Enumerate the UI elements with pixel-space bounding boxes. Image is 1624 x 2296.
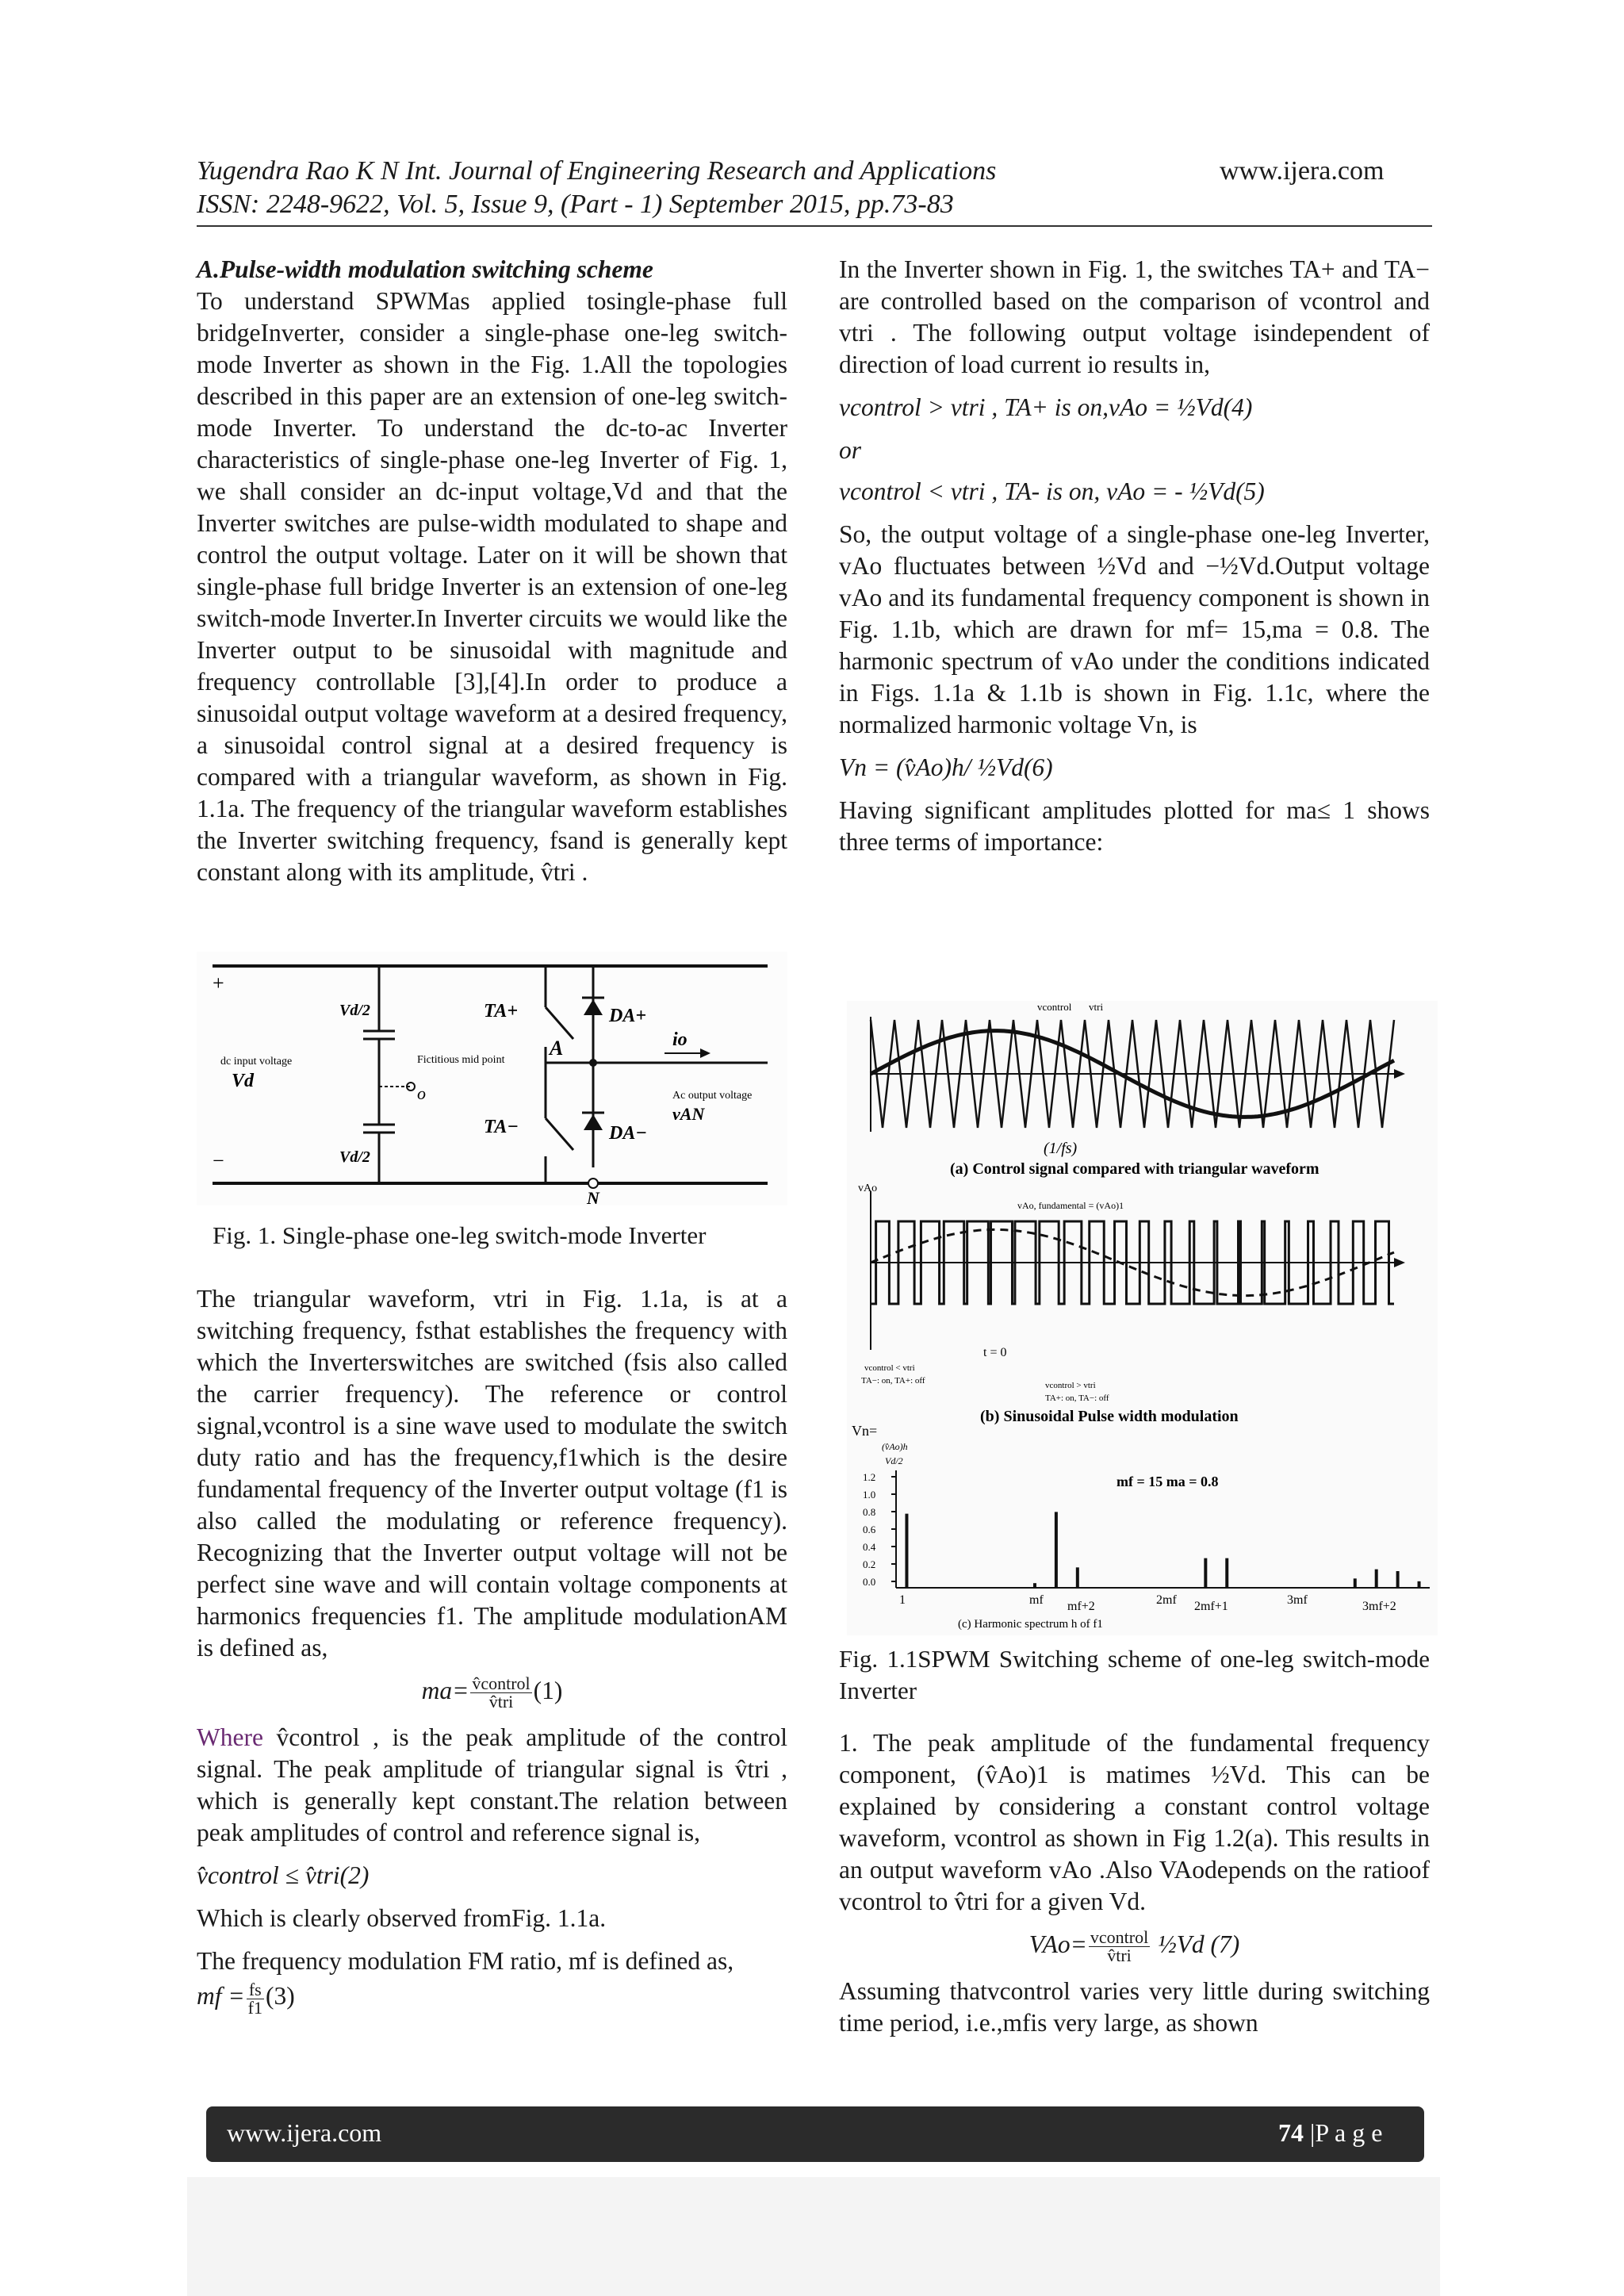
plus-label: +	[213, 972, 224, 995]
label-ta-minus-on: TA−: on, TA+: off	[861, 1376, 925, 1386]
vd-half-bottom: Vd/2	[339, 1148, 370, 1166]
minus-label: −	[213, 1149, 224, 1172]
harmonic-3mf-plus-2: 3mf+2	[1362, 1600, 1396, 1613]
harmonic-3mf: 3mf	[1287, 1593, 1308, 1607]
harmonic-mf-plus-2: mf+2	[1067, 1600, 1095, 1613]
ytick-label: 0.0	[863, 1576, 876, 1588]
section-heading: A.Pulse-width modulation switching scheme	[197, 255, 653, 283]
ytick-label: 1.2	[863, 1471, 876, 1483]
page-number: 74	[1278, 2118, 1304, 2147]
header-url[interactable]: www.ijera.com	[1220, 156, 1385, 186]
switch-ta-plus: TA+	[484, 1001, 519, 1022]
label-vao: vAo	[858, 1182, 878, 1194]
scan-margin	[187, 2177, 1440, 2296]
switch-ta-minus: TA−	[484, 1117, 519, 1137]
equation-6: Vn = (v̂Ao)h/ ½Vd(6)	[839, 753, 1053, 781]
equation-4: vcontrol > vtri , TA+ is on,vAo = ½Vd(4)	[839, 393, 1253, 421]
ytick-label: 0.4	[863, 1541, 876, 1553]
label-vn: Vn=	[852, 1423, 878, 1439]
current-io: io	[672, 1029, 688, 1050]
figure2-caption: Fig. 1.1SPWM Switching scheme of one-leg switch-mode Inverter	[839, 1645, 1430, 1704]
caption-a: (a) Control signal compared with triangular waveform	[950, 1160, 1320, 1178]
equation-7: VAo= $\frac{\text{vcontrol}}{\text{v̂tri}}$ ½Vd (7)	[1028, 1927, 1240, 1966]
label-vao-fund: vAo, fundamental = (vAo)1	[1017, 1200, 1124, 1211]
ytick-label: 0.2	[863, 1558, 876, 1570]
paragraph: Where v̂control , is the peak amplitude of the control signal. The peak amplitude of triangular signal is v̂tri , which is generally kept constant.The relation between peak amplitudes of control and reference signal is,	[197, 1723, 787, 1847]
paragraph: So, the output voltage of a single-phase one-leg Inverter, vAo fluctuates between ½Vd and −½Vd.Output voltage vAo and its fundamental frequency component is shown in Fig. 1.1b, which are drawn for mf= 15,ma = 0.8. The harmonic spectrum of vAo under the conditions indicated in Figs. 1.1a & 1.1b is shown in Fig. 1.1c, where the normalized harmonic voltage Vn, is	[839, 520, 1430, 738]
label-vtri: vtri	[1089, 1001, 1104, 1013]
label-t0: t = 0	[983, 1346, 1007, 1359]
spwm-figure	[847, 1001, 1438, 1635]
diode-da-minus: DA−	[609, 1123, 647, 1144]
paragraph: Assuming thatvcontrol varies very little during switching time period, i.e.,mfis very large, as shown	[839, 1977, 1430, 2037]
paragraph: In the Inverter shown in Fig. 1, the switches TA+ and TA− are controlled based on the comparison of vcontrol and vtri . The following output voltage isindependent of direction of load current io results in,	[839, 255, 1430, 378]
paragraph: The frequency modulation FM ratio, mf is defined as,	[197, 1947, 734, 1976]
ytick-label: 0.6	[863, 1524, 876, 1535]
vd-label: Vd	[232, 1071, 255, 1091]
page-label: |P a g e	[1310, 2118, 1383, 2147]
paragraph: 1. The peak amplitude of the fundamental frequency component, (v̂Ao)1 is matimes ½Vd. This can be explained by considering a constant control voltage waveform, vcontrol as shown in Fig 1.2(a). This results in an output waveform vAo .Also VAodepends on the ratioof vcontrol to v̂tri for a given Vd.	[839, 1729, 1430, 1915]
equation-5: vcontrol < vtri , TA- is on, vAo = - ½Vd(5)	[839, 477, 1265, 505]
paragraph: Which is clearly observed fromFig. 1.1a.	[197, 1904, 607, 1933]
left-column-lower	[197, 1283, 787, 2028]
journal-title: Yugendra Rao K N Int. Journal of Engineering Research and Applications	[197, 156, 997, 186]
harmonic-2mf-plus-1: 2mf+1	[1194, 1600, 1228, 1613]
footer-url[interactable]: www.ijera.com	[227, 2118, 382, 2147]
right-column-lower	[839, 1643, 1430, 2050]
equation-3: mf = $\frac{fs}{f1}$ (3)	[197, 1979, 295, 2018]
label-vd-half: Vd/2	[885, 1455, 903, 1466]
diode-da-plus: DA+	[609, 1006, 647, 1026]
circuit-figure	[197, 952, 787, 1205]
label-vcontrol: vcontrol	[1037, 1001, 1072, 1013]
ytick-label: 0.8	[863, 1506, 876, 1518]
header-rule	[197, 225, 1432, 227]
label-period: (1/fs)	[1044, 1140, 1078, 1157]
caption-b: (b) Sinusoidal Pulse width modulation	[980, 1408, 1239, 1425]
equation-2: v̂control ≤ v̂tri(2)	[197, 1861, 370, 1890]
harmonic-mf: mf	[1029, 1593, 1044, 1607]
or-text: or	[839, 436, 862, 464]
label-ta-plus-on: TA+: on, TA−: off	[1045, 1393, 1109, 1403]
paragraph: The triangular waveform, vtri in Fig. 1.1a, is at a switching frequency, fsthat establishes the frequency with which the Inverterswitches are switched (fsis also called the carrier frequency). The reference or control signal,vcontrol is a sine wave used to modulate the switch duty ratio and has the frequency,f1which is the desire fundamental frequency of the Inverter output voltage (f1 is also called the modulating or reference frequency). Recognizing that the Inverter output voltage will not be perfect sine wave and will contain voltage components at harmonics frequencies f1. The amplitude modulationAM is defined as,	[197, 1285, 787, 1662]
right-column	[839, 254, 1430, 869]
issue-info: ISSN: 2248-9622, Vol. 5, Issue 9, (Part - 1) September 2015, pp.73-83	[197, 190, 954, 219]
label-mf-ma: mf = 15 ma = 0.8	[1116, 1474, 1219, 1489]
paragraph: To understand SPWMas applied tosingle-phase full bridgeInverter, consider a single-phase one-leg switch-mode Inverter as shown in the Fig. 1.All the topologies described in this paper are an extension of one-leg switch-mode Inverter. To understand the dc-to-ac Inverter characteristics of single-phase one-leg Inverter of Fig. 1, we shall consider an dc-input voltage,Vd and that the Inverter switches are pulse-width modulated to shape and control the output voltage. Later on it will be shown that single-phase full bridge Inverter is an extension of one-leg switch-mode Inverter.In Inverter circuits we would like the Inverter output to be sinusoidal with magnitude and frequency controllable [3],[4].In order to produce a sinusoidal output voltage waveform at a desired frequency, a sinusoidal control signal at a desired frequency is compared with a triangular waveform, as shown in Fig. 1.1a. The frequency of the triangular waveform establishes the Inverter switching frequency, fsand is generally kept constant along with its amplitude, v̂tri .	[197, 287, 787, 886]
node-a: A	[550, 1037, 564, 1060]
harmonic-2mf: 2mf	[1156, 1593, 1177, 1607]
node-o: o	[417, 1083, 426, 1103]
label-vao-h: (v̂Ao)h	[882, 1441, 908, 1452]
footer-bar	[206, 2106, 1424, 2162]
paragraph: Having significant amplitudes plotted for ma≤ 1 shows three terms of importance:	[839, 796, 1430, 856]
harmonic-1: 1	[899, 1593, 906, 1607]
van-label: vAN	[672, 1104, 705, 1124]
left-column	[197, 254, 787, 899]
vd-half-top: Vd/2	[339, 1002, 370, 1019]
ac-output-label: Ac output voltage	[672, 1090, 753, 1102]
equation-1: ma= $\frac{\text{v̂control}}{\text{v̂tri}}$ (1)	[421, 1673, 563, 1712]
midpoint-label: Fictitious mid point	[417, 1054, 505, 1066]
caption-c: (c) Harmonic spectrum h of f1	[958, 1618, 1103, 1631]
dc-input-label: dc input voltage	[220, 1056, 293, 1068]
ytick-label: 1.0	[863, 1489, 876, 1501]
label-vc-lt: vcontrol < vtri	[864, 1363, 915, 1373]
label-vc-gt: vcontrol > vtri	[1045, 1381, 1096, 1390]
node-n: N	[587, 1188, 599, 1205]
figure1-caption: Fig. 1. Single-phase one-leg switch-mode Inverter	[213, 1221, 707, 1249]
